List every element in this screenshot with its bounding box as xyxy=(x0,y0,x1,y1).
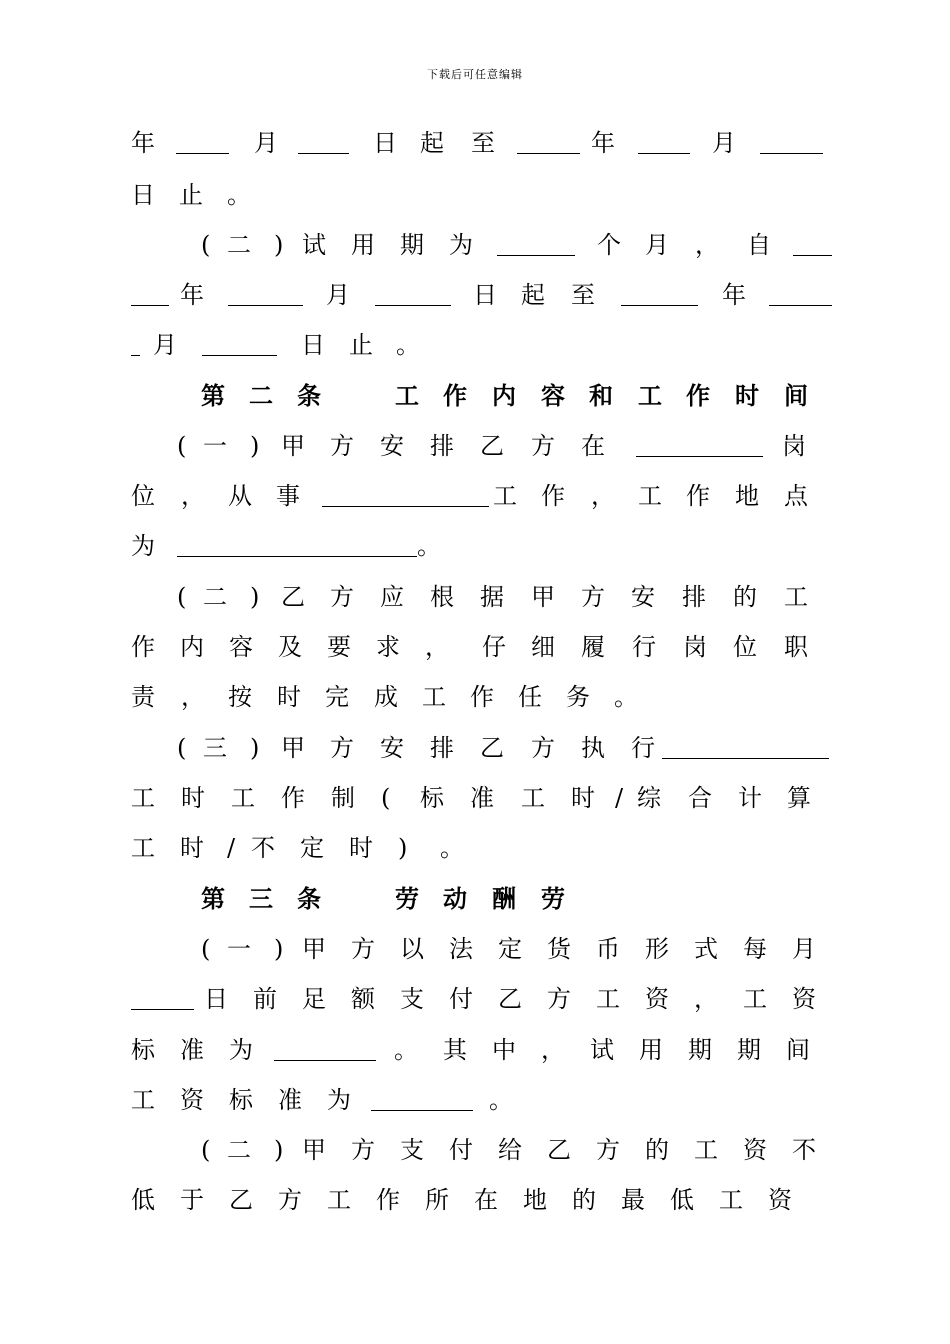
glyph: 足 xyxy=(302,985,326,1013)
glyph: 方 xyxy=(351,1136,375,1164)
glyph: 方 xyxy=(278,1186,302,1214)
fill-in-blank[interactable] xyxy=(638,153,690,154)
glyph: 形 xyxy=(645,935,669,963)
page-header: 下载后可任意编辑 xyxy=(427,68,523,81)
glyph: 作 xyxy=(131,633,155,661)
fill-in-blank[interactable] xyxy=(298,153,349,154)
glyph: 于 xyxy=(180,1186,204,1214)
glyph: 方 xyxy=(330,583,354,611)
glyph: 支 xyxy=(400,985,424,1013)
glyph: 。 xyxy=(440,834,464,862)
glyph: 任 xyxy=(518,683,542,711)
glyph: 一 xyxy=(203,432,227,460)
glyph: 工 xyxy=(521,784,545,812)
glyph: 工 xyxy=(638,482,662,510)
glyph: 仔 xyxy=(482,633,506,661)
glyph: ， xyxy=(181,482,205,510)
fill-in-blank[interactable] xyxy=(636,456,763,457)
glyph: 日 xyxy=(204,985,228,1013)
glyph: 工 xyxy=(422,683,446,711)
glyph: ( xyxy=(201,935,211,963)
glyph: 计 xyxy=(738,784,762,812)
glyph: 前 xyxy=(253,985,277,1013)
glyph: 方 xyxy=(547,985,571,1013)
glyph: / xyxy=(227,834,236,862)
glyph: 止 xyxy=(179,181,203,209)
glyph: 日 xyxy=(301,331,325,359)
glyph: 日 xyxy=(473,281,497,309)
glyph: 至 xyxy=(571,281,595,309)
fill-in-blank[interactable] xyxy=(177,556,417,557)
glyph: 月 xyxy=(792,935,816,963)
glyph: 甲 xyxy=(281,432,305,460)
glyph: ( xyxy=(381,784,391,812)
glyph: 二 xyxy=(203,583,227,611)
glyph: 其 xyxy=(443,1036,467,1064)
glyph: 给 xyxy=(498,1136,522,1164)
glyph: 位 xyxy=(131,482,155,510)
glyph: 定 xyxy=(300,834,324,862)
glyph: 在 xyxy=(474,1186,498,1214)
fill-in-blank[interactable] xyxy=(497,255,575,256)
glyph: 乙 xyxy=(480,734,504,762)
glyph: 试 xyxy=(590,1036,614,1064)
glyph: 求 xyxy=(376,633,400,661)
glyph: 甲 xyxy=(302,1136,326,1164)
fill-in-blank[interactable] xyxy=(131,305,169,306)
glyph: 方 xyxy=(531,734,555,762)
glyph: 付 xyxy=(449,985,473,1013)
glyph: 在 xyxy=(581,432,605,460)
glyph: 和 xyxy=(589,382,613,410)
fill-in-blank[interactable] xyxy=(202,355,277,356)
glyph: 。 xyxy=(396,331,420,359)
glyph: 。 xyxy=(614,683,638,711)
glyph: 二 xyxy=(249,382,273,410)
glyph: ( xyxy=(201,231,211,259)
glyph: 付 xyxy=(449,1136,473,1164)
glyph: 个 xyxy=(597,231,621,259)
glyph: 准 xyxy=(278,1086,302,1114)
glyph: 内 xyxy=(492,382,516,410)
glyph: 完 xyxy=(325,683,349,711)
fill-in-blank[interactable] xyxy=(517,153,580,154)
glyph: 用 xyxy=(639,1036,663,1064)
glyph: 工 xyxy=(131,784,155,812)
glyph: 劳 xyxy=(541,885,565,913)
glyph: 作 xyxy=(376,1186,400,1214)
glyph: 综 xyxy=(637,784,661,812)
glyph: 式 xyxy=(694,935,718,963)
glyph: 安 xyxy=(380,432,404,460)
glyph: 币 xyxy=(596,935,620,963)
glyph: 据 xyxy=(480,583,504,611)
glyph: 准 xyxy=(180,1036,204,1064)
glyph: ) xyxy=(398,834,408,862)
glyph: 不 xyxy=(792,1136,816,1164)
glyph: 乙 xyxy=(229,1186,253,1214)
glyph: 时 xyxy=(349,834,373,862)
glyph: 年 xyxy=(591,129,615,157)
glyph: 容 xyxy=(541,382,565,410)
glyph: 起 xyxy=(420,129,444,157)
fill-in-blank[interactable] xyxy=(322,506,489,507)
glyph: 月 xyxy=(153,331,177,359)
glyph: ， xyxy=(541,1036,565,1064)
glyph: 地 xyxy=(735,482,759,510)
glyph: 作 xyxy=(281,784,305,812)
glyph: 排 xyxy=(682,583,706,611)
glyph: 额 xyxy=(351,985,375,1013)
glyph: 低 xyxy=(131,1186,155,1214)
glyph: 排 xyxy=(430,734,454,762)
glyph: 工 xyxy=(784,583,808,611)
glyph: ( xyxy=(177,583,187,611)
glyph: / xyxy=(615,784,624,812)
glyph: 工 xyxy=(694,1136,718,1164)
glyph: 工 xyxy=(719,1186,743,1214)
glyph: 作 xyxy=(541,482,565,510)
glyph: ) xyxy=(274,231,284,259)
glyph: 要 xyxy=(327,633,351,661)
glyph: ， xyxy=(181,683,205,711)
glyph: 的 xyxy=(645,1136,669,1164)
glyph: 按 xyxy=(228,683,252,711)
glyph: 期 xyxy=(737,1036,761,1064)
glyph: 准 xyxy=(470,784,494,812)
glyph: 年 xyxy=(180,281,204,309)
glyph: 从 xyxy=(228,482,252,510)
glyph: 月 xyxy=(712,129,736,157)
glyph: 及 xyxy=(278,633,302,661)
glyph: 间 xyxy=(784,382,808,410)
glyph: 期 xyxy=(400,231,424,259)
glyph: 根 xyxy=(430,583,454,611)
glyph: 合 xyxy=(688,784,712,812)
glyph: 制 xyxy=(331,784,355,812)
glyph: 劳 xyxy=(395,885,419,913)
glyph: 内 xyxy=(180,633,204,661)
glyph: 月 xyxy=(254,129,278,157)
glyph: 执 xyxy=(581,734,605,762)
glyph: 履 xyxy=(581,633,605,661)
glyph: 日 xyxy=(373,129,397,157)
glyph: 甲 xyxy=(302,935,326,963)
glyph: ( xyxy=(201,1136,211,1164)
glyph: ， xyxy=(425,633,449,661)
glyph: 点 xyxy=(784,482,808,510)
glyph: 乙 xyxy=(480,432,504,460)
glyph: 事 xyxy=(276,482,300,510)
glyph: 甲 xyxy=(531,583,555,611)
glyph: 。 xyxy=(417,532,441,560)
glyph: 工 xyxy=(395,382,419,410)
glyph: 工 xyxy=(231,784,255,812)
glyph: ( xyxy=(177,734,187,762)
glyph: 岗 xyxy=(683,633,707,661)
glyph: 算 xyxy=(787,784,811,812)
glyph: 工 xyxy=(596,985,620,1013)
glyph: 容 xyxy=(229,633,253,661)
glyph: 条 xyxy=(297,885,321,913)
glyph: 安 xyxy=(631,583,655,611)
glyph: 甲 xyxy=(281,734,305,762)
fill-in-blank[interactable] xyxy=(769,305,832,306)
glyph: 月 xyxy=(326,281,350,309)
glyph: 安 xyxy=(380,734,404,762)
glyph: 位 xyxy=(733,633,757,661)
glyph: 试 xyxy=(302,231,326,259)
glyph: 支 xyxy=(400,1136,424,1164)
glyph: 务 xyxy=(566,683,590,711)
glyph: 年 xyxy=(131,129,155,157)
glyph: 自 xyxy=(747,231,771,259)
fill-in-blank[interactable] xyxy=(621,305,698,306)
glyph: 低 xyxy=(670,1186,694,1214)
glyph: 乙 xyxy=(281,583,305,611)
glyph: 起 xyxy=(521,281,545,309)
glyph: 方 xyxy=(581,583,605,611)
glyph: 一 xyxy=(227,935,251,963)
glyph: 。 xyxy=(489,1086,513,1114)
glyph: 法 xyxy=(449,935,473,963)
glyph: 为 xyxy=(229,1036,253,1064)
glyph: 最 xyxy=(621,1186,645,1214)
glyph: 至 xyxy=(471,129,495,157)
glyph: ， xyxy=(695,231,719,259)
fill-in-blank[interactable] xyxy=(176,153,229,154)
glyph: 标 xyxy=(420,784,444,812)
glyph: 方 xyxy=(351,935,375,963)
glyph: 细 xyxy=(531,633,555,661)
glyph: 年 xyxy=(722,281,746,309)
glyph: 动 xyxy=(443,885,467,913)
glyph: 工 xyxy=(638,382,662,410)
glyph: 责 xyxy=(131,683,155,711)
glyph: 方 xyxy=(531,432,555,460)
glyph: 排 xyxy=(430,432,454,460)
glyph: 作 xyxy=(686,382,710,410)
glyph: 方 xyxy=(330,432,354,460)
glyph: ( xyxy=(177,432,187,460)
fill-in-blank[interactable] xyxy=(131,355,140,356)
glyph: 资 xyxy=(768,1186,792,1214)
glyph: 以 xyxy=(400,935,424,963)
glyph: ， xyxy=(694,985,718,1013)
glyph: 定 xyxy=(498,935,522,963)
glyph: ， xyxy=(591,482,615,510)
glyph: 时 xyxy=(181,784,205,812)
glyph: 作 xyxy=(443,382,467,410)
glyph: 为 xyxy=(131,532,155,560)
glyph: 时 xyxy=(277,683,301,711)
glyph: 不 xyxy=(251,834,275,862)
glyph: 三 xyxy=(249,885,273,913)
glyph: 岗 xyxy=(782,432,806,460)
glyph: 二 xyxy=(227,231,251,259)
glyph: ) xyxy=(274,1136,284,1164)
glyph: 第 xyxy=(201,382,225,410)
glyph: 乙 xyxy=(498,985,522,1013)
glyph: 行 xyxy=(632,633,656,661)
fill-in-blank[interactable] xyxy=(375,305,451,306)
glyph: 工 xyxy=(743,985,767,1013)
glyph: 月 xyxy=(645,231,669,259)
glyph: 止 xyxy=(349,331,373,359)
glyph: ) xyxy=(250,432,260,460)
glyph: 三 xyxy=(203,734,227,762)
fill-in-blank[interactable] xyxy=(760,153,823,154)
fill-in-blank[interactable] xyxy=(131,1009,194,1010)
glyph: 成 xyxy=(374,683,398,711)
glyph: 工 xyxy=(131,1086,155,1114)
glyph: 作 xyxy=(686,482,710,510)
glyph: 所 xyxy=(425,1186,449,1214)
glyph: 酬 xyxy=(492,885,516,913)
fill-in-blank[interactable] xyxy=(662,758,829,759)
glyph: 作 xyxy=(470,683,494,711)
glyph: 期 xyxy=(688,1036,712,1064)
glyph: 。 xyxy=(227,181,251,209)
glyph: 资 xyxy=(792,985,816,1013)
glyph: 条 xyxy=(297,382,321,410)
glyph: 日 xyxy=(131,181,155,209)
glyph: 为 xyxy=(449,231,473,259)
glyph: 资 xyxy=(743,1136,767,1164)
glyph: 间 xyxy=(786,1036,810,1064)
glyph: 为 xyxy=(327,1086,351,1114)
glyph: 时 xyxy=(735,382,759,410)
glyph: 资 xyxy=(645,985,669,1013)
glyph: 第 xyxy=(201,885,225,913)
glyph: 应 xyxy=(380,583,404,611)
fill-in-blank[interactable] xyxy=(228,305,303,306)
glyph: 乙 xyxy=(547,1136,571,1164)
fill-in-blank[interactable] xyxy=(371,1110,473,1111)
glyph: 标 xyxy=(131,1036,155,1064)
glyph: 用 xyxy=(351,231,375,259)
glyph: 方 xyxy=(330,734,354,762)
glyph: 每 xyxy=(743,935,767,963)
glyph: ) xyxy=(250,583,260,611)
glyph: 时 xyxy=(571,784,595,812)
glyph: 地 xyxy=(523,1186,547,1214)
glyph: 工 xyxy=(493,482,517,510)
fill-in-blank[interactable] xyxy=(274,1060,376,1061)
glyph: 的 xyxy=(733,583,757,611)
glyph: 。 xyxy=(394,1036,418,1064)
glyph: 二 xyxy=(227,1136,251,1164)
glyph: 行 xyxy=(631,734,655,762)
fill-in-blank[interactable] xyxy=(793,255,832,256)
glyph: 时 xyxy=(180,834,204,862)
glyph: ) xyxy=(250,734,260,762)
glyph: 资 xyxy=(180,1086,204,1114)
glyph: 标 xyxy=(229,1086,253,1114)
glyph: 职 xyxy=(784,633,808,661)
glyph: ) xyxy=(274,935,284,963)
glyph: 的 xyxy=(572,1186,596,1214)
glyph: 中 xyxy=(492,1036,516,1064)
glyph: 工 xyxy=(327,1186,351,1214)
glyph: 货 xyxy=(547,935,571,963)
glyph: 方 xyxy=(596,1136,620,1164)
glyph: 工 xyxy=(131,834,155,862)
